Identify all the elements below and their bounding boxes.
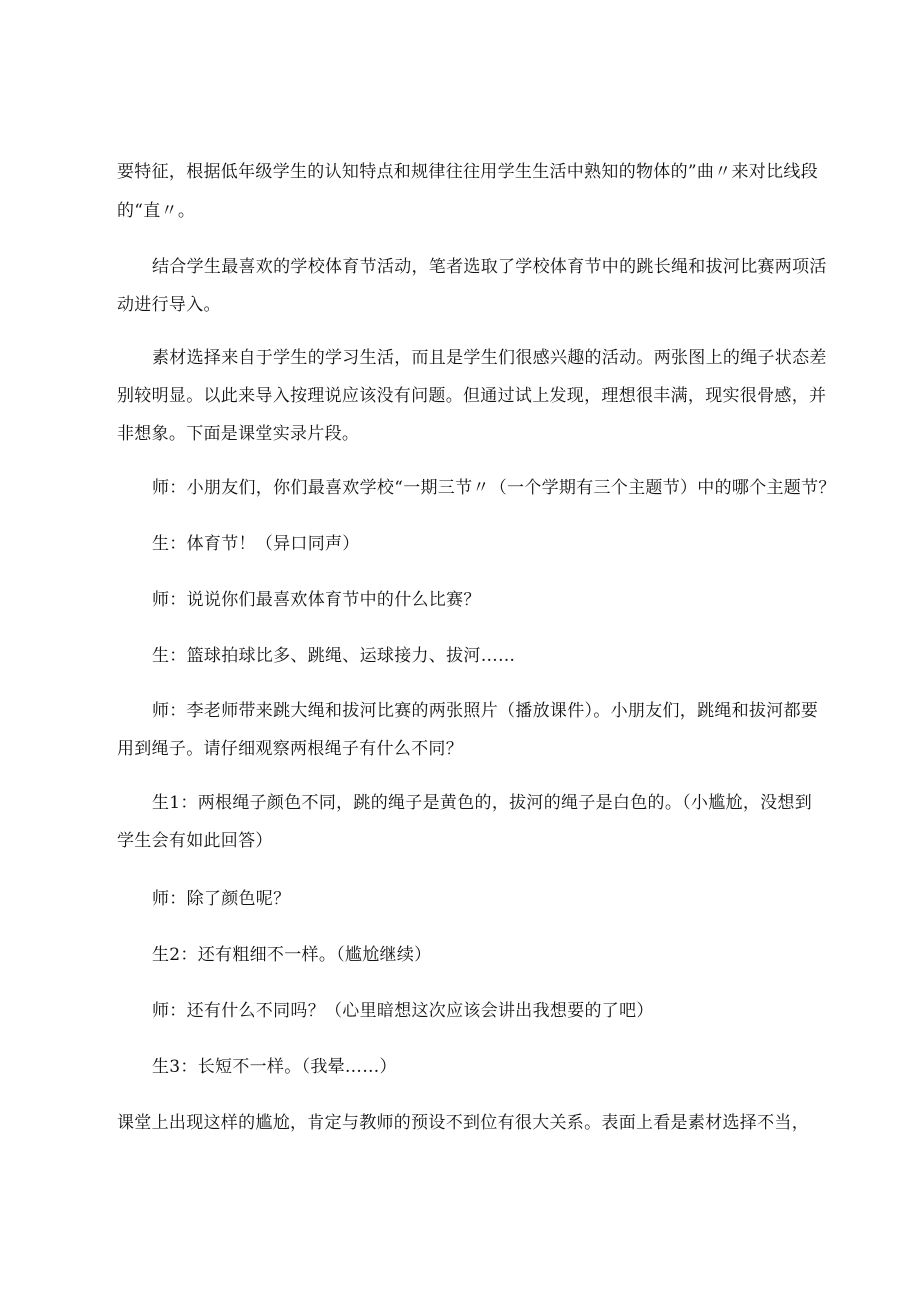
paragraph-line: 动进行导入。 (117, 295, 221, 315)
dialogue-line-student: 生3：长短不一样。（我晕……） (152, 1057, 397, 1077)
dialogue-line-teacher: 师：小朋友们，你们最喜欢学校“一期三节〃（一个学期有三个主题节）中的哪个主题节？ (152, 478, 836, 498)
paragraph-line: 素材选择来自于学生的学习生活，而且是学生们很感兴趣的活动。两张图上的绳子状态差 (152, 348, 827, 368)
dialogue-line-teacher: 师：李老师带来跳大绳和拔河比赛的两张照片（播放课件）。小朋友们，跳绳和拔河都要 (152, 701, 819, 721)
paragraph-line: 的“直〃。 (117, 201, 196, 221)
paragraph-line: 别较明显。以此来导入按理说应该没有问题。但通过试上发现，理想很丰满，现实很骨感，并 (117, 386, 827, 406)
dialogue-line-teacher-cont: 用到绳子。请仔细观察两根绳子有什么不同？ (117, 739, 463, 759)
dialogue-line-student: 生：体育节！（异口同声） (152, 534, 360, 554)
paragraph-line: 课堂上出现这样的尴尬，肯定与教师的预设不到位有很大关系。表面上看是素材选择不当， (117, 1113, 809, 1133)
dialogue-line-teacher: 师：还有什么不同吗？（心里暗想这次应该会讲出我想要的了吧） (152, 1001, 654, 1021)
dialogue-line-student-cont: 学生会有如此回答） (117, 831, 273, 851)
dialogue-line-student: 生1：两根绳子颜色不同，跳的绳子是黄色的，拔河的绳子是白色的。（小尴尬，没想到 (152, 793, 813, 813)
paragraph-line: 非想象。下面是课堂实录片段。 (117, 424, 360, 444)
dialogue-line-student: 生2：还有粗细不一样。（尴尬继续） (152, 945, 432, 965)
dialogue-line-teacher: 师：除了颜色呢？ (152, 889, 291, 909)
dialogue-line-teacher: 师：说说你们最喜欢体育节中的什么比赛？ (152, 590, 481, 610)
paragraph-line: 要特征，根据低年级学生的认知特点和规律往往用学生生活中熟知的物体的”曲〃来对比线段 (117, 162, 818, 182)
paragraph-line: 结合学生最喜欢的学校体育节活动，笔者选取了学校体育节中的跳长绳和拔河比赛两项活 (152, 257, 827, 277)
dialogue-line-student: 生：篮球拍球比多、跳绳、运球接力、拔河…… (152, 646, 516, 666)
